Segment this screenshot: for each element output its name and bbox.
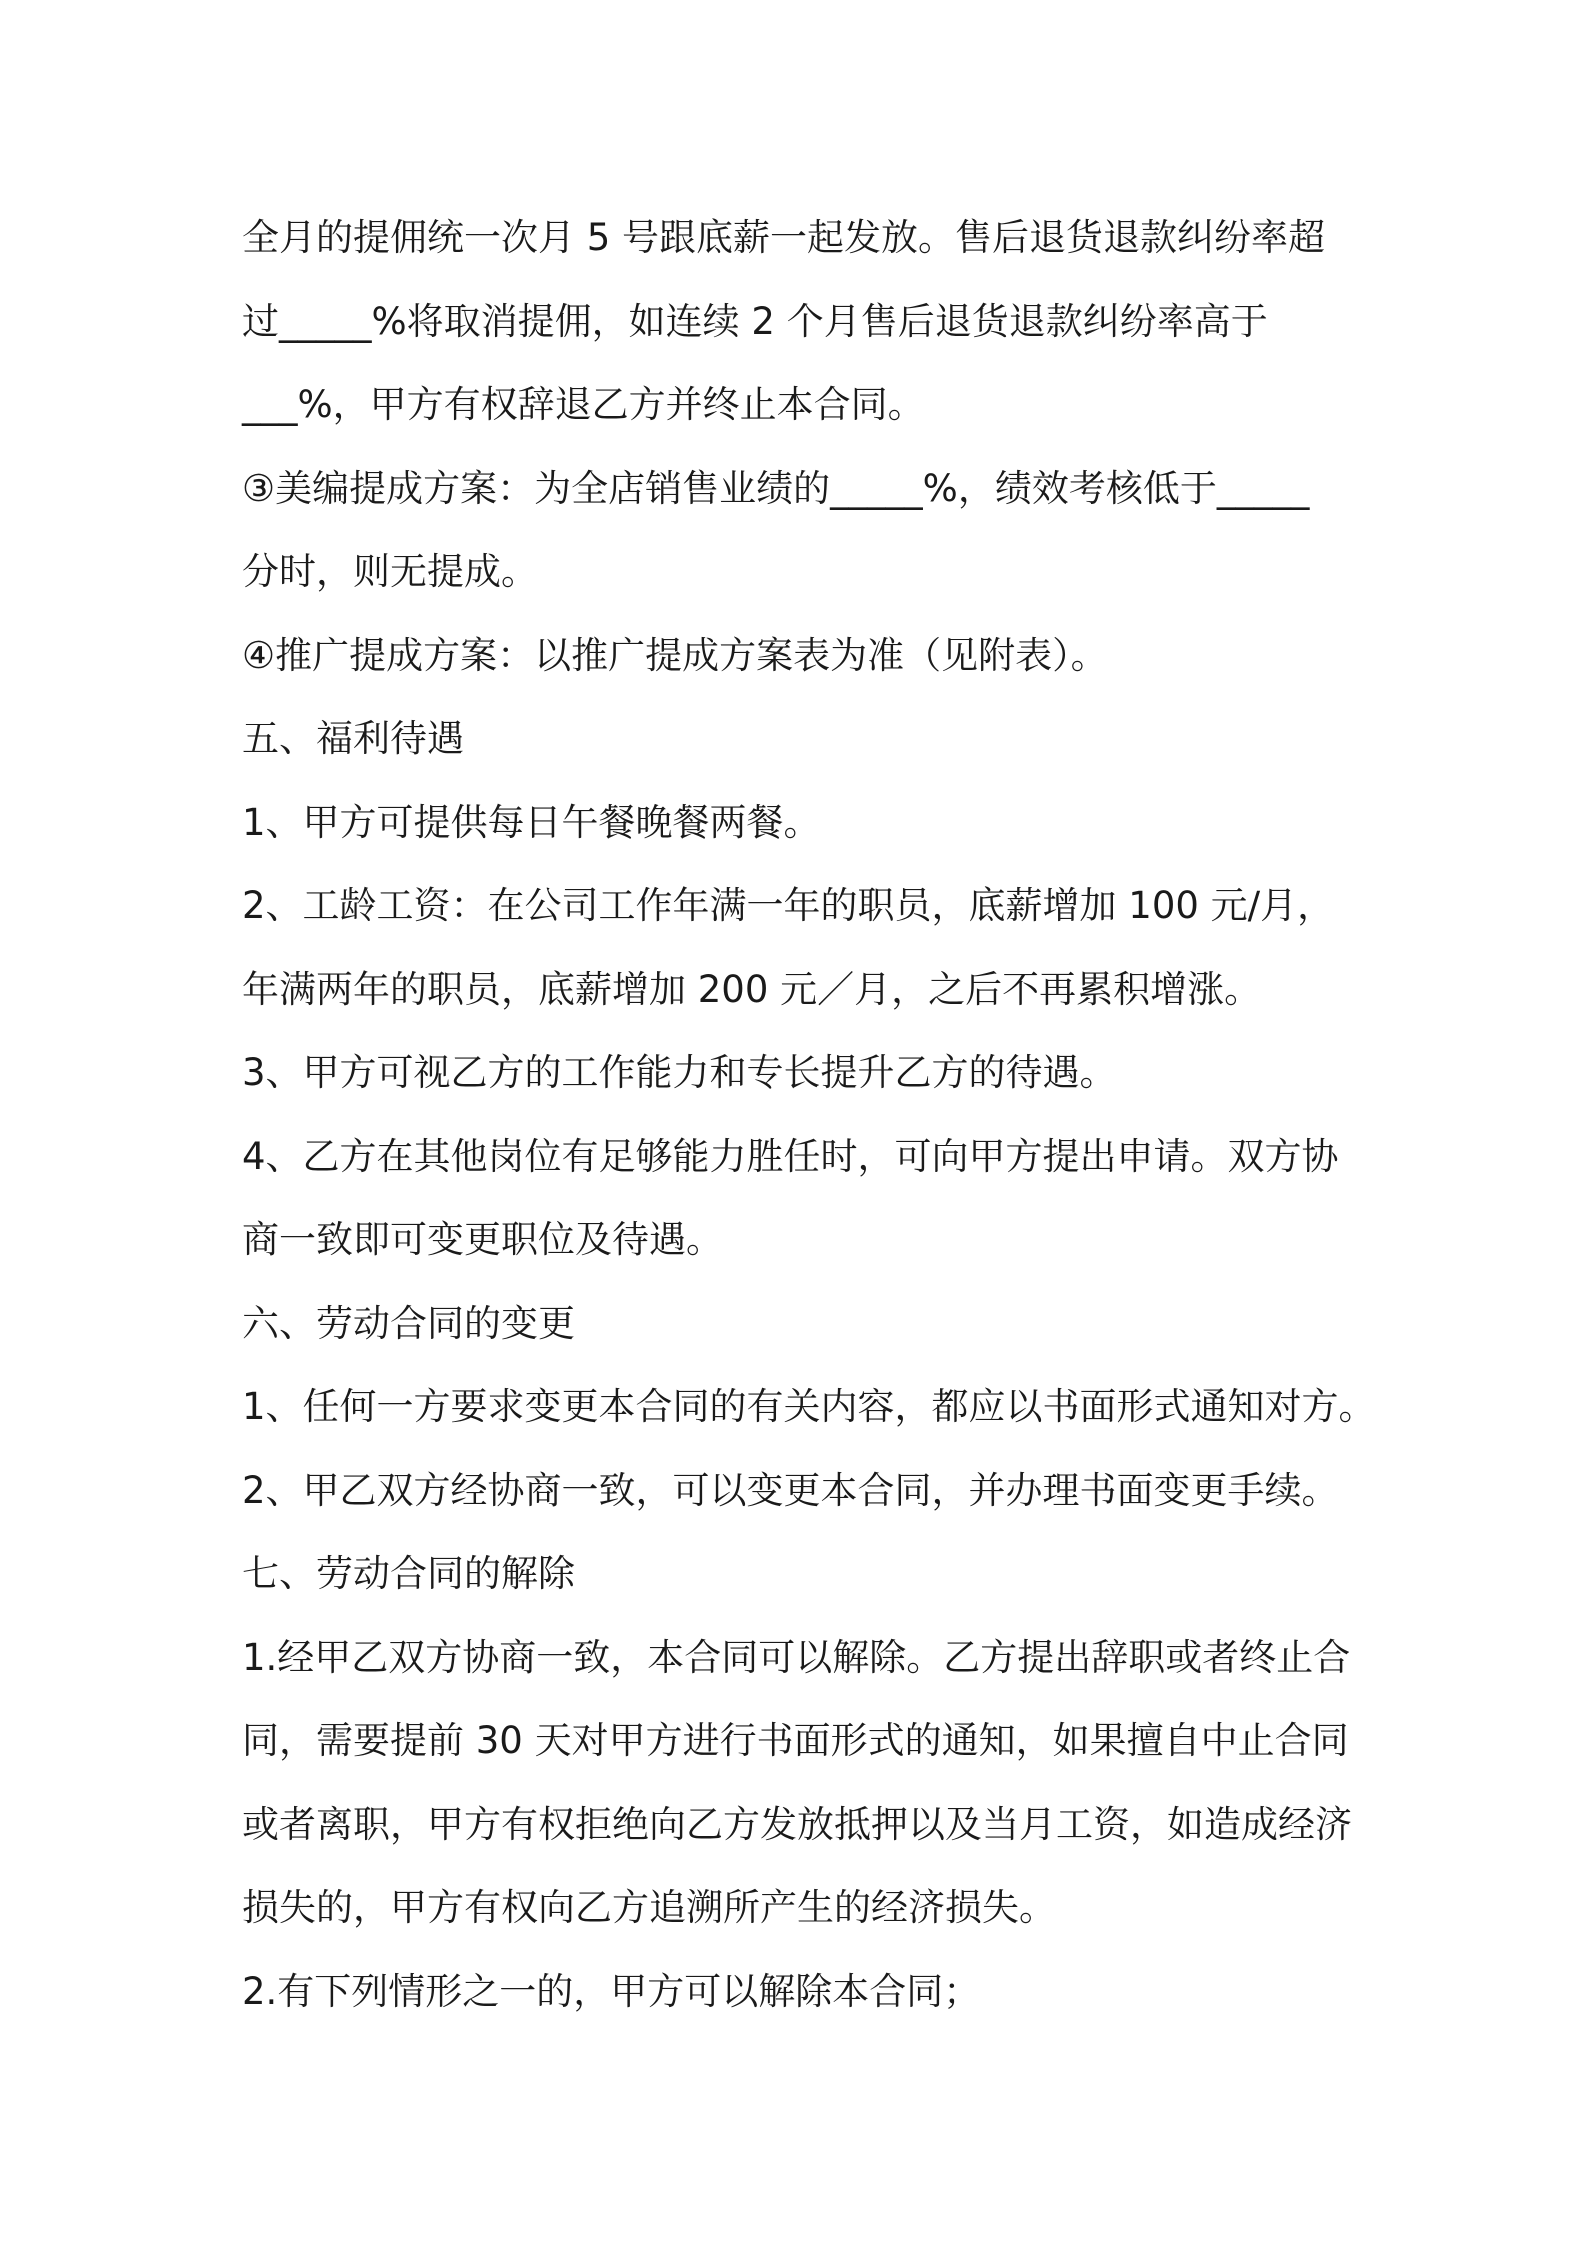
text-line-2: 过_____%将取消提佣，如连续 2 个月售后退货退款纠纷率高于 bbox=[242, 299, 1268, 343]
text-line-15: 1、任何一方要求变更本合同的有关内容，都应以书面形式通知对方。 bbox=[242, 1385, 1376, 1428]
text-line-21: 损失的，甲方有权向乙方追溯所产生的经济损失。 bbox=[242, 1886, 1056, 1929]
text-line-11: 3、甲方可视乙方的工作能力和专长提升乙方的待遇。 bbox=[242, 1051, 1117, 1094]
text-line-9: 2、工龄工资：在公司工作年满一年的职员，底薪增加 100 元/月， bbox=[242, 884, 1335, 927]
text-line-22: 2.有下列情形之一的，甲方可以解除本合同； bbox=[242, 1969, 981, 2013]
text-line-1: 全月的提佣统一次月 5 号跟底薪一起发放。售后退货退款纠纷率超 bbox=[242, 216, 1326, 259]
text-line-3: ___%，甲方有权辞退乙方并终止本合同。 bbox=[242, 383, 925, 426]
section-heading-welfare: 五、福利待遇 bbox=[242, 717, 464, 760]
section-heading-contract-termination: 七、劳动合同的解除 bbox=[242, 1552, 575, 1595]
text-line-18: 1.经甲乙双方协商一致，本合同可以解除。乙方提出辞职或者终止合 bbox=[242, 1635, 1351, 1679]
text-line-13: 商一致即可变更职位及待遇。 bbox=[242, 1218, 723, 1261]
text-line-10: 年满两年的职员，底薪增加 200 元／月，之后不再累积增涨。 bbox=[242, 967, 1262, 1011]
section-heading-contract-change: 六、劳动合同的变更 bbox=[242, 1301, 575, 1345]
text-line-8: 1、甲方可提供每日午餐晚餐两餐。 bbox=[242, 800, 821, 844]
text-line-20: 或者离职，甲方有权拒绝向乙方发放抵押以及当月工资，如造成经济 bbox=[242, 1802, 1352, 1846]
text-line-12: 4、乙方在其他岗位有足够能力胜任时，可向甲方提出申请。双方协 bbox=[242, 1134, 1339, 1178]
document-body bbox=[242, 196, 1376, 2033]
text-line-4: ③美编提成方案：为全店销售业绩的_____%，绩效考核低于_____ bbox=[242, 466, 1310, 510]
text-line-5: 分时，则无提成。 bbox=[242, 550, 538, 593]
text-line-19: 同，需要提前 30 天对甲方进行书面形式的通知，如果擅自中止合同 bbox=[242, 1719, 1349, 1762]
text-line-16: 2、甲乙双方经协商一致，可以变更本合同，并办理书面变更手续。 bbox=[242, 1468, 1339, 1512]
text-line-6: ④推广提成方案：以推广提成方案表为准（见附表）。 bbox=[242, 633, 1108, 677]
